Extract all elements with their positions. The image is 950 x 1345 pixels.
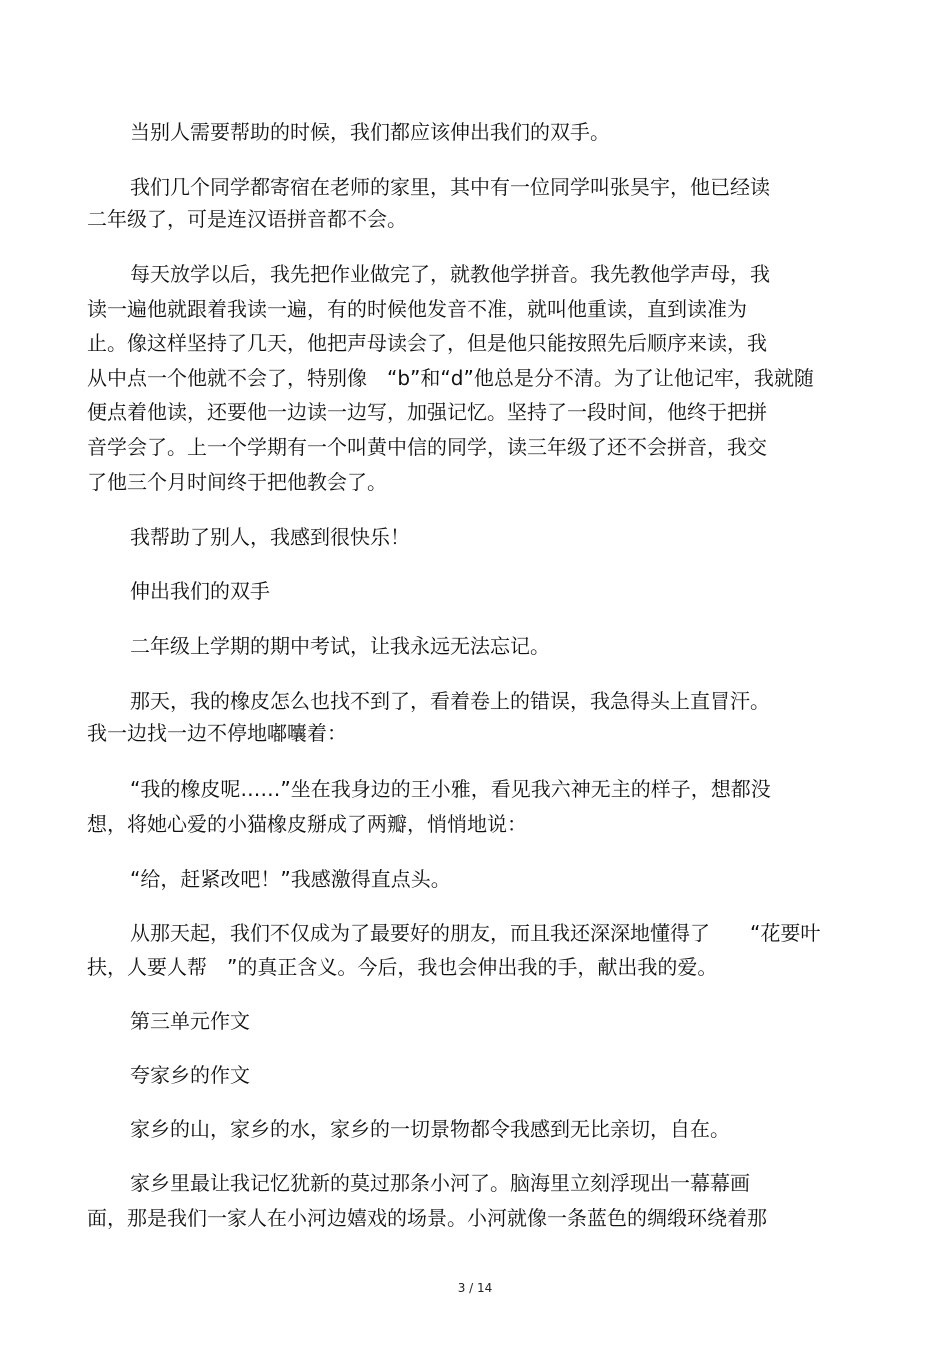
text-line: 读一遍他就跟着我读一遍，有的时候他发音不准，就叫他重读，直到读准为 [87,297,747,321]
text-line: 止。像这样坚持了几天，他把声母读会了，但是他只能按照先后顺序来读，我 [87,331,767,355]
text-line: 二年级上学期的期中考试，让我永远无法忘记。 [130,634,550,658]
text-line: 每天放学以后，我先把作业做完了，就教他学拼音。我先教他学声母，我 [130,262,770,286]
text-line: 第三单元作文 [130,1009,250,1033]
text-line: 我一边找一边不停地嘟囔着： [87,721,347,745]
text-line: 家乡的山，家乡的水，家乡的一切景物都令我感到无比亲切，自在。 [130,1117,730,1141]
text-line: 音学会了。上一个学期有一个叫黄中信的同学，读三年级了还不会拼音，我交 [87,435,767,459]
text-line: 从那天起，我们不仅成为了最要好的朋友，而且我还深深地懂得了 “花要叶 [130,921,821,945]
text-line: 从中点一个他就不会了，特别像 “b”和“d”他总是分不清。为了让他记牢，我就随 [87,366,814,390]
text-line: “我的橡皮呢……”坐在我身边的王小雅，看见我六神无主的样子，想都没 [130,777,771,801]
text-line: 了他三个月时间终于把他教会了。 [87,470,387,494]
text-line: “给，赶紧改吧！”我感激得直点头。 [130,867,451,891]
text-line: 扶，人要人帮 ”的真正含义。今后，我也会伸出我的手，献出我的爱。 [87,955,718,979]
text-line: 想，将她心爱的小猫橡皮掰成了两瓣，悄悄地说： [87,812,527,836]
text-line: 当别人需要帮助的时候，我们都应该伸出我们的双手。 [130,120,610,144]
text-line: 家乡里最让我记忆犹新的莫过那条小河了。脑海里立刻浮现出一幕幕画 [130,1171,750,1195]
text-line: 我帮助了别人，我感到很快乐！ [130,525,410,549]
text-line: 二年级了，可是连汉语拼音都不会。 [87,207,407,231]
text-line: 便点着他读，还要他一边读一边写，加强记忆。坚持了一段时间，他终于把拼 [87,400,767,424]
text-line: 那天，我的橡皮怎么也找不到了，看着卷上的错误，我急得头上直冒汗。 [130,689,770,713]
text-line: 面，那是我们一家人在小河边嬉戏的场景。小河就像一条蓝色的绸缎环绕着那 [87,1206,767,1230]
text-line: 夸家乡的作文 [130,1063,250,1087]
text-line: 我们几个同学都寄宿在老师的家里，其中有一位同学叫张昊宇，他已经读 [130,175,770,199]
text-line: 伸出我们的双手 [130,579,270,603]
page-number: 3 / 14 [457,1281,493,1295]
